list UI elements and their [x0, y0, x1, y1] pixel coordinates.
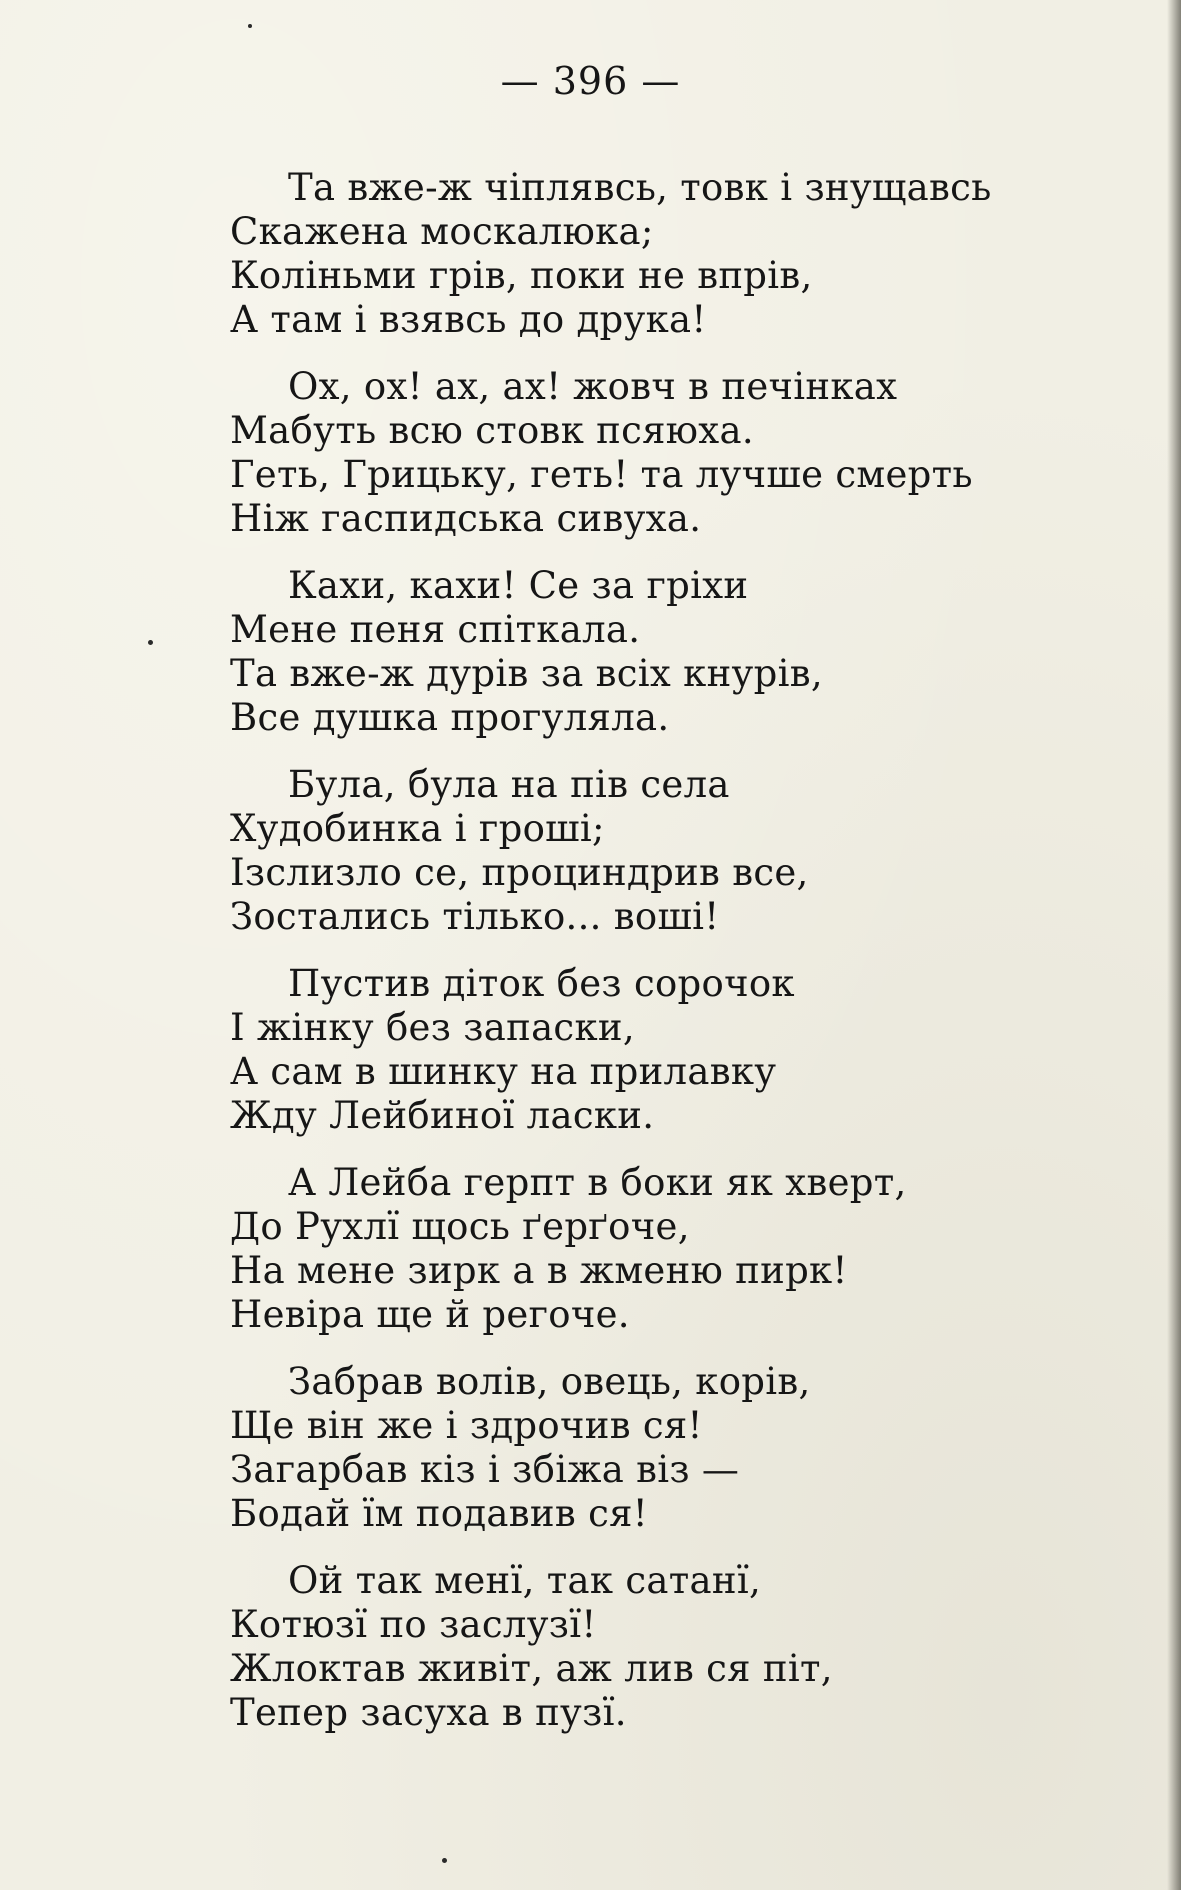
- poem-line: Забрав волів, овець, корів,: [288, 1360, 811, 1403]
- poem-line: Ой так менї, так сатанї,: [288, 1559, 762, 1602]
- poem-line: Ще він же і здрочив ся!: [230, 1404, 703, 1447]
- poem-line: Ох, ох! ах, ах! жовч в печінках: [288, 365, 898, 408]
- poem-line: Мабуть всю стовк псяюха.: [230, 409, 754, 452]
- page-edge-shadow: [1167, 0, 1181, 1890]
- poem-line: Кахи, кахи! Се за гріхи: [288, 564, 749, 607]
- poem-line: Жлоктав живіт, аж лив ся піт,: [230, 1647, 833, 1690]
- poem-line: Та вже-ж чіплявсь, товк і знущавсь: [288, 166, 992, 209]
- poem-line: Бодай їм подавив ся!: [230, 1492, 648, 1535]
- poem-line: Худобинка і гроші;: [230, 807, 605, 850]
- poem-line: Геть, Грицьку, геть! та лучше смерть: [230, 453, 973, 496]
- paper-speck: [148, 640, 153, 645]
- stanza-8: [230, 1559, 1080, 1735]
- poem-line: На мене зирк а в жменю пирк!: [230, 1249, 848, 1292]
- stanza-3: [230, 564, 1080, 740]
- poem-line: І жінку без запаски,: [230, 1006, 635, 1049]
- poem-line: Мене пеня спіткала.: [230, 608, 641, 651]
- poem-line: До Рухлї щось ґерґоче,: [230, 1205, 690, 1248]
- poem-line: Ніж гаспидська сивуха.: [230, 497, 702, 540]
- poem-line: А там і взявсь до друка!: [230, 298, 707, 341]
- poem-line: Зостались тілько... воші!: [230, 895, 720, 938]
- stanza-7: [230, 1360, 1080, 1536]
- poem-line: А сам в шинку на прилавку: [230, 1050, 777, 1093]
- poem-line: Пустив діток без сорочок: [288, 962, 795, 1005]
- poem-line: Коліньми грів, поки не впрів,: [230, 254, 813, 297]
- stanza-5: [230, 962, 1080, 1138]
- stanza-6: [230, 1161, 1080, 1337]
- poem-line: Ізслизло се, проциндрив все,: [230, 851, 809, 894]
- poem-line: Невіра ще й регоче.: [230, 1293, 630, 1336]
- paper-speck: [442, 1858, 447, 1863]
- poem-line: Тепер засуха в пузї.: [230, 1691, 627, 1734]
- poem-line: Все душка прогуляла.: [230, 696, 670, 739]
- poem-line: А Лейба герпт в боки як хверт,: [288, 1161, 907, 1204]
- page-number: — 396 —: [500, 59, 681, 103]
- poem: [230, 166, 1080, 1758]
- paper-speck: [248, 24, 252, 28]
- poem-line: Та вже-ж дурів за всіх кнурів,: [230, 652, 823, 695]
- stanza-1: [230, 166, 1080, 342]
- stanza-2: [230, 365, 1080, 541]
- poem-line: Загарбав кіз і збіжа віз —: [230, 1448, 740, 1491]
- poem-line: Була, була на пів села: [288, 763, 730, 806]
- stanza-4: [230, 763, 1080, 939]
- poem-line: Жду Лейбиної ласки.: [230, 1094, 655, 1137]
- poem-line: Котюзї по заслузї!: [230, 1603, 597, 1646]
- poem-line: Скажена москалюка;: [230, 210, 654, 253]
